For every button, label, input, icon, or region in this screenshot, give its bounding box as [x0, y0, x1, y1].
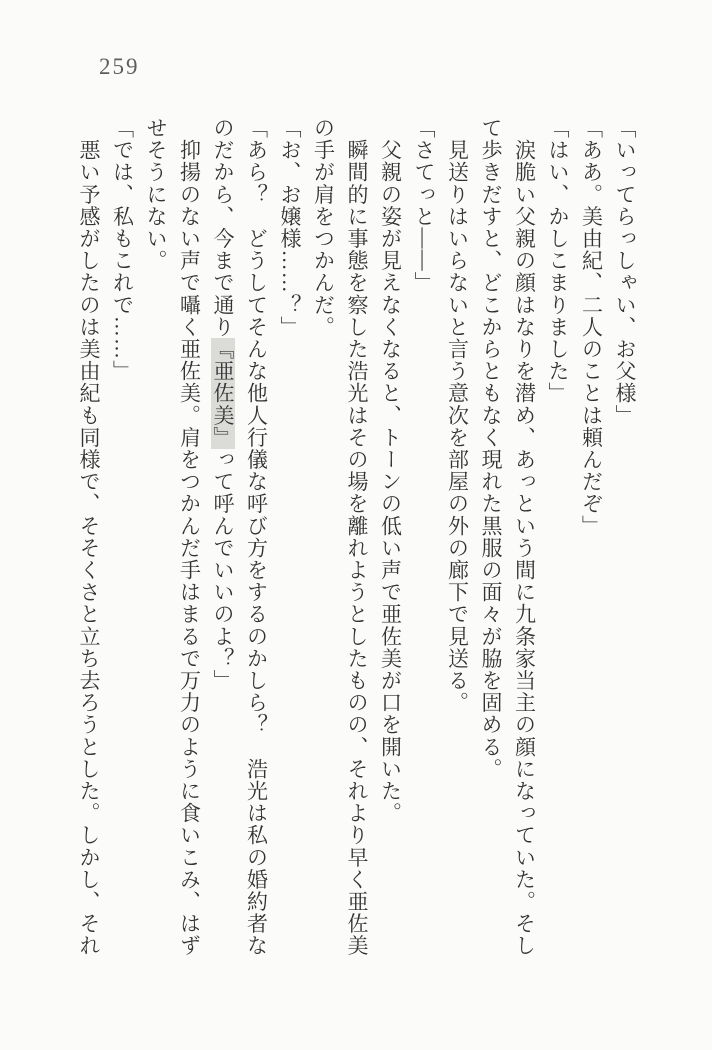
text-line: 涙脆い父親の顔はなりを潜め、あっという間に九条家当主の顔になっていた。そし: [512, 117, 537, 957]
page-number: 259: [99, 54, 140, 79]
line-13-pre: のだから、今まで通り: [211, 117, 235, 338]
text-line: て歩きだすと、どこからともなく現れた黒服の面々が脇を固める。: [479, 117, 503, 780]
text-line: 「いってらっしゃい、お父様」: [613, 117, 637, 427]
text-line: 「さてっと――」: [412, 117, 436, 294]
text-line: 悪い予感がしたのは美由紀も同様で、そそくさと立ち去ろうとした。しかし、それ: [77, 117, 101, 957]
text-line: 父親の姿が見えなくなると、トーンの低い声で亜佐美が口を開いた。: [378, 117, 403, 825]
text-line: 「ああ。美由紀、二人のことは頼んだぞ」: [579, 117, 604, 537]
text-line: の手が肩をつかんだ。: [311, 117, 336, 338]
text-line: 見送りはいらないと言う意次を部屋の外の廊下で見送る。: [445, 117, 470, 714]
text-line-with-highlight: [206, 117, 240, 969]
text-line: 「はい、かしこまりました」: [546, 117, 570, 405]
text-line: せそうにない。: [144, 117, 168, 272]
page-text: [72, 117, 642, 969]
text-line: 「あら？ どうしてそんな他人行儀な呼び方をするのかしら？ 浩光は私の婚約者な: [244, 117, 269, 957]
line-13-highlighted-word: 『亜佐美』: [211, 338, 235, 449]
text-line: 抑揚のない声で囁く亜佐美。肩をつかんだ手はまるで万力のように食いこみ、はず: [177, 117, 202, 957]
line-13-post: って呼んでいいのよ？」: [211, 448, 235, 692]
text-line: 「お、お嬢様……？」: [278, 117, 302, 338]
text-line: 「では、私もこれで……」: [110, 117, 135, 383]
text-line: 瞬間的に事態を察した浩光はその場を離れようとしたものの、それより早く亜佐美: [345, 117, 369, 957]
